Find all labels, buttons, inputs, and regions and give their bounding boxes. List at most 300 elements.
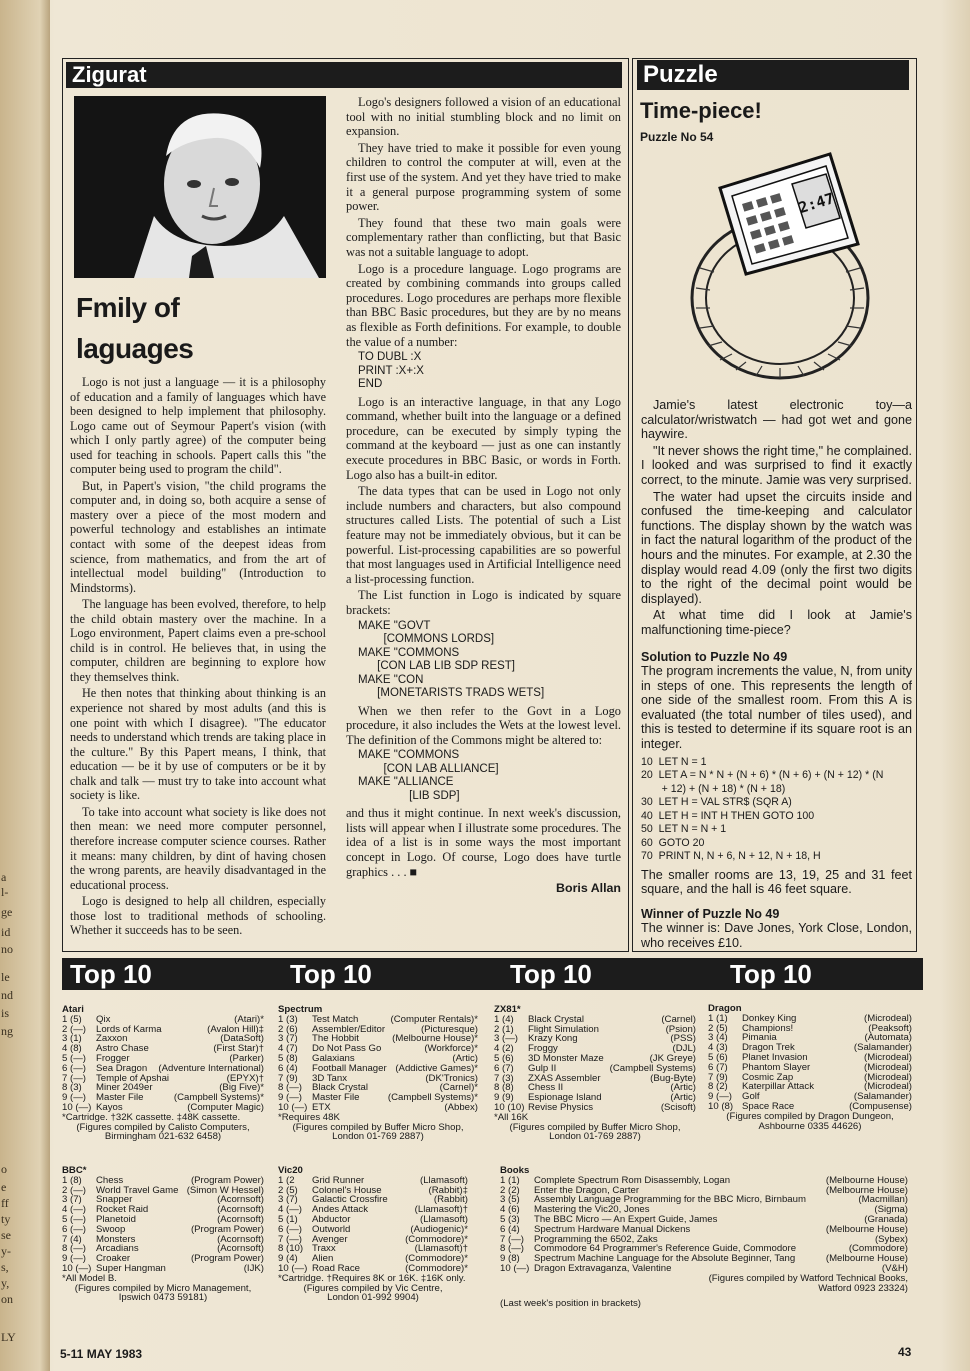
last-week-position: (1) [70, 1033, 82, 1045]
chart-source: (Figures compiled by Watford Technical Books, [708, 1272, 908, 1284]
chart-publisher: (Carnel)* [439, 1082, 478, 1094]
chart-row [500, 1235, 908, 1245]
chart-title: The BBC Micro — An Expert Guide, James [534, 1214, 718, 1225]
last-week-position: (8) [286, 1052, 298, 1064]
code-line: MAKE "COMMONS [358, 749, 460, 762]
chart-publisher: (Granada) [864, 1213, 908, 1225]
gutter-fragment: a [1, 870, 7, 884]
paragraph: "It never shows the right time," he complained. I looked and was surprised to find it exactly correct, to the minute. Jamie was very surprised. [641, 443, 912, 487]
chart-publisher: (Commodore)* [405, 1253, 468, 1265]
chart-title: Cosmic Zap [742, 1072, 794, 1083]
chart-row [278, 1044, 478, 1054]
last-week-position: (6) [502, 1052, 514, 1064]
last-week-position: (—) [70, 1213, 86, 1225]
rank-number: 7 [62, 1072, 68, 1084]
last-week-position: (3) [502, 1072, 514, 1084]
last-week-position: (—) [70, 1243, 86, 1255]
chart-title: Chess [96, 1175, 124, 1186]
last-week-position: (—) [286, 1223, 302, 1235]
rank-number: 8 [494, 1082, 500, 1094]
chart-title: Frogger [96, 1053, 130, 1064]
rank-number: 9 [494, 1092, 500, 1104]
code-line: 50 LET N = N + 1 [641, 823, 727, 836]
rank-number: 4 [62, 1204, 68, 1216]
chart-source: London 01-769 2887) [549, 1131, 641, 1143]
chart-machine-name: ZX81* [494, 1004, 521, 1015]
chart-title: Grid Runner [312, 1175, 365, 1186]
rank-number: 7 [278, 1072, 284, 1084]
chart-footnote: *All Model B. [62, 1272, 117, 1284]
rank-number: 4 [278, 1043, 284, 1055]
last-week-position: (7) [286, 1033, 298, 1045]
chart-title: Complete Spectrum Rom Disassembly, Logan [534, 1175, 731, 1186]
rank-number: 7 [62, 1233, 68, 1245]
puzzle-number: Puzzle No 54 [640, 130, 714, 144]
chart-title: Qix [96, 1014, 111, 1025]
rank-number: 3 [500, 1194, 506, 1206]
chart-title: Assembly Language Programming for the BBC Micro, Birnbaum [534, 1195, 806, 1206]
chart-title: Gulp II [528, 1063, 557, 1074]
rank-number: 9 [500, 1253, 506, 1265]
chart-title: Space Race [742, 1101, 795, 1112]
footer-date: 5-11 MAY 1983 [60, 1347, 143, 1361]
code-line: MAKE "ALLIANCE [358, 776, 454, 789]
chart-publisher: (Salamander) [853, 1042, 912, 1054]
rank-number: 10 [278, 1262, 289, 1274]
chart-publisher: (Llamasoft) [420, 1213, 468, 1225]
top10-header-3: Top 10 [502, 958, 710, 990]
last-week-position: (8) [508, 1253, 520, 1265]
chart-source: (Figures compiled by Buffer Micro Shop, [509, 1121, 681, 1133]
chart-source: Ashbourne 0335 44626) [758, 1120, 862, 1132]
paragraph: Logo is designed to help all children, especially those lost to traditional methods of schooling. Whether it succeeds has to be seen. [70, 894, 326, 938]
rank-number: 1 [278, 1174, 284, 1186]
chart-title: ETX [312, 1102, 331, 1113]
footer-page-number: 43 [898, 1345, 912, 1359]
rank-number: 9 [278, 1253, 284, 1265]
paragraph: But, in Papert's vision, "the child programs the computer and, in doing so, both acquire a sense of mastery over a piece of the most modern and powerful technology and establishes an intimate contact with some of the deepest ideas from science, from mathematics, and from the art of intellectual model building" (Introduction to Mindstorms). [70, 478, 326, 595]
last-week-position: (—) [291, 1101, 308, 1113]
chart-publisher: (Atari)* [234, 1013, 264, 1025]
author-byline: Boris Allan [556, 881, 621, 896]
chart-source: (Figures compiled by Dragon Dungeon, [726, 1110, 894, 1122]
code-line: [CON LAB ALLIANCE] [358, 762, 499, 775]
rank-number: 4 [708, 1042, 714, 1054]
chart-title: Programming the 6502, Zaks [534, 1234, 658, 1245]
chart-publisher: (Program Power) [190, 1253, 264, 1265]
chart-publisher: (Audiogenic)* [410, 1223, 468, 1235]
chart-title: World Travel Game [96, 1185, 179, 1196]
last-week-position: (7) [286, 1043, 298, 1055]
chart-publisher: (Microdeal) [864, 1071, 912, 1083]
rank-number: 6 [500, 1223, 506, 1235]
rank-number: 5 [278, 1213, 284, 1225]
chart-title: Dragon Trek [742, 1043, 795, 1053]
chart-title: Planetoid [96, 1214, 137, 1225]
gutter-fragment: is [1, 1006, 10, 1020]
chart-source: (Figures compiled by Vic Centre, [303, 1282, 443, 1294]
chart-title: Galactic Crossfire [312, 1195, 388, 1206]
rank-number: 3 [494, 1033, 500, 1045]
rank-number: 6 [708, 1061, 714, 1073]
gutter-fragment: id [1, 925, 11, 939]
last-week-position: (6) [716, 1051, 728, 1063]
code-line: MAKE "COMMONS [358, 646, 460, 659]
rank-number: 6 [62, 1062, 68, 1074]
paragraph: The List function in Logo is indicated by square brackets: [346, 588, 621, 617]
rank-number: 8 [62, 1243, 68, 1255]
rank-number: 10 [278, 1101, 289, 1113]
last-week-position: (9) [716, 1071, 728, 1083]
chart-title: Spectrum Hardware Manual Dickens [534, 1224, 691, 1235]
last-week-position: (—) [502, 1033, 518, 1045]
chart-title: Monsters [96, 1234, 136, 1245]
end-mark-icon: ■ [409, 864, 418, 879]
chart-footnote: *Cartridge. †32K cassette. ‡48K cassette. [62, 1111, 241, 1123]
chart-title: Do Not Pass Go [312, 1044, 382, 1054]
chart-title: Kayos [96, 1102, 123, 1113]
code-line: 10 LET N = 1 [641, 755, 707, 768]
chart-title: Black Crystal [528, 1014, 584, 1025]
last-week-position: (—) [508, 1233, 524, 1245]
code-line: END [358, 378, 383, 391]
zigurat-column-1 [70, 375, 326, 940]
last-week-position: (1) [508, 1174, 520, 1186]
chart-title: Andes Attack [312, 1205, 368, 1215]
code-listing-commons [346, 749, 621, 803]
last-week-position: (10) [286, 1243, 304, 1255]
rank-number: 5 [62, 1052, 68, 1064]
rank-number: 3 [62, 1033, 68, 1045]
chart-title: Alien [312, 1254, 334, 1264]
last-week-position: (1) [716, 1012, 728, 1024]
paragraph: Jamie's latest electronic toy—a calculator/wristwatch — had got wet and gone haywire. [641, 398, 912, 442]
chart-title: Sea Dragon [96, 1063, 148, 1074]
chart-title: ZXAS Assembler [528, 1073, 601, 1084]
rank-number: 1 [62, 1174, 68, 1186]
last-week-position: (8) [721, 1100, 734, 1112]
code-line: 20 LET A = N * N + (N + 6) * (N + 6) + (N + 12) * (N [641, 769, 884, 782]
chart-title: Commodore 64 Programmer's Reference Guide, Commodore [534, 1244, 797, 1255]
chart-title: Football Manager [312, 1063, 387, 1074]
chart-publisher: (DataSoft) [220, 1033, 264, 1045]
paragraph: Logo is not just a language — it is a philosophy of education and a family of languages which have been designed to help implement that philosophy. Logo came out of Seymour Papert's vision (with which I only partly agree) of the computer being used for teaching in schools. Papert calls this "the computer being used to program the child". [70, 375, 326, 477]
chart-title: Mastering the Vic20, Jones [534, 1205, 650, 1215]
chart-row [494, 1083, 696, 1093]
paragraph: When we then refer to the Govt in a Logo procedure, it also includes the Wets at the lowest level. The definition of the Commons might be altered to: [346, 703, 621, 747]
rank-number: 1 [62, 1013, 68, 1025]
chart-title: Black Crystal [312, 1083, 368, 1094]
solution-after: The smaller rooms are 13, 19, 25 and 31 feet square, and the hall is 46 feet square. [641, 867, 912, 897]
last-week-position: (—) [70, 1072, 86, 1084]
chart-publisher: (Melbourne House)* [392, 1033, 478, 1045]
last-week-position: (4) [508, 1223, 520, 1235]
rank-number: 4 [278, 1204, 284, 1216]
top10-chart-atari [62, 1005, 264, 1142]
rank-number: 1 [500, 1174, 506, 1186]
code-listing-govt [346, 620, 621, 701]
chart-publisher: (Commodore)* [405, 1233, 468, 1245]
chart-publisher: (Acornsoft) [217, 1213, 264, 1225]
rank-number: 4 [494, 1043, 500, 1055]
chart-publisher: (Melbourne House) [825, 1223, 908, 1235]
last-week-position: (9) [502, 1092, 514, 1104]
paragraph: To take into account what society is like does not then mean: we need more computer personnel, therefore increase computer science courses. Rather it means: many children, by dint of having chosen the wrong parents, are heavily disadvantaged in the educational process. [70, 804, 326, 892]
last-week-position: (—) [70, 1052, 86, 1064]
last-week-position: (7) [502, 1062, 514, 1074]
paragraph: He then notes that thinking about thinking is an experience not shared by most adults (and this is one point with which I disagree). "The educator needs to understand which trends are taking place in the culture." By this Papert means, I think, that education — be it by use of computers or be it by chalk and talk — must try to take into account what society is like. [70, 686, 326, 803]
code-line: PRINT :X+:X [358, 364, 424, 377]
chart-source: Birmingham 021-632 6458) [104, 1131, 222, 1143]
chart-publisher: (Avalon Hill)‡ [207, 1023, 264, 1035]
solution-text: The program increments the value, N, from unity in steps of one. This represents the length of one side of the smallest room. From this A is evaluated (the total number of tiles used), and this is tested to determine if its square root is an integer. [641, 664, 912, 752]
puzzle-header [637, 60, 909, 90]
chart-publisher: (Adventure International) [158, 1062, 264, 1074]
last-week-position: (3) [286, 1013, 298, 1025]
chart-publisher: (IJK) [243, 1262, 264, 1274]
chart-publisher: (Microdeal) [864, 1061, 912, 1073]
chart-footnote: *Cartridge. †Requires 8K or 16K. ‡16K only. [278, 1272, 466, 1284]
chart-title: Colonel's House [312, 1185, 382, 1196]
rank-number: 1 [708, 1012, 714, 1024]
last-week-position: (—) [70, 1062, 86, 1074]
chart-publisher: (Automata) [864, 1032, 912, 1044]
zigurat-column-2 [346, 95, 621, 896]
chart-row [500, 1186, 908, 1196]
rank-number: 8 [62, 1082, 68, 1094]
rank-number: 10 [494, 1101, 505, 1113]
last-week-position: (4) [286, 1253, 298, 1265]
chart-title: Revise Physics [528, 1102, 594, 1113]
rank-number: 7 [708, 1071, 714, 1083]
chart-publisher: (Microdeal) [864, 1012, 912, 1024]
rank-number: 2 [62, 1184, 68, 1196]
chart-publisher: (Peaksoft) [868, 1022, 912, 1034]
chart-row [500, 1225, 908, 1235]
paragraph: Logo is an interactive language, in that any Logo command, whether built into the language or a defined procedure, can be executed by simply typing the command at the keyboard — just as one can instantly execute procedures in BBC Basic, or words in Forth. Logo also has a built-in editor. [346, 394, 621, 482]
gutter-fragment: s, [1, 1260, 9, 1274]
gutter-fragment: no [1, 942, 13, 956]
chart-publisher: (Picturesque) [420, 1023, 478, 1035]
chart-publisher: (Computer Rentals)* [390, 1013, 478, 1025]
last-week-position: (5) [508, 1194, 520, 1206]
chart-publisher: (Big Five)* [219, 1082, 264, 1094]
chart-publisher: (Psion) [665, 1023, 696, 1035]
last-week-position: (9) [286, 1072, 298, 1084]
chart-machine-name: Dragon [708, 1003, 742, 1014]
top10-chart-spectrum [278, 1005, 478, 1142]
section-title: Zigurat [72, 62, 147, 87]
last-week-position: (2) [502, 1043, 514, 1055]
chart-publisher: (Addictive Games)* [395, 1062, 478, 1074]
top10-header-4: Top 10 [722, 958, 923, 990]
rank-number: 9 [62, 1253, 68, 1265]
chart-title: Rocket Raid [96, 1205, 149, 1215]
chart-publisher: (Llamasoft) [420, 1174, 468, 1186]
last-week-position: (—) [70, 1223, 86, 1235]
chart-machine-name: Vic20 [278, 1165, 303, 1176]
last-week-position: (8) [70, 1174, 82, 1186]
top10-header-1: Top 10 [62, 958, 270, 990]
chart-title: Abductor [312, 1214, 351, 1225]
chart-publisher: (Rabbit)‡ [428, 1184, 468, 1196]
solution-program [641, 756, 912, 864]
chart-publisher: (Rabbit) [433, 1194, 468, 1206]
rank-number: 6 [62, 1223, 68, 1235]
last-week-position: (5) [70, 1013, 82, 1025]
paragraph: Logo is a procedure language. Logo programs are created by combining commands into groups called procedures. Logo procedures are perhaps more flexible than BBC Basic procedures, but they are by no means as flexible as Forth definitions. For example, to double the value of a number: [346, 261, 621, 349]
last-week-position: (4) [502, 1013, 514, 1025]
chart-title: Golf [742, 1092, 760, 1102]
chart-machine-name: Atari [62, 1004, 84, 1015]
rank-number: 4 [500, 1204, 506, 1216]
rank-number: 6 [494, 1062, 500, 1074]
last-week-position: (—) [508, 1243, 524, 1255]
chart-source: Watford 0923 23324) [818, 1282, 908, 1294]
top10-chart-bbc [62, 1166, 264, 1303]
last-week-position: (—) [70, 1092, 86, 1104]
chart-title: Super Hangman [96, 1263, 166, 1274]
last-week-position: (—) [513, 1262, 530, 1274]
rank-number: 10 [62, 1101, 73, 1113]
code-line: 40 LET H = INT H THEN GOTO 100 [641, 809, 815, 822]
rank-number: 2 [708, 1022, 714, 1034]
top10-chart-dragon [708, 1004, 912, 1131]
chart-publisher: (Program Power) [190, 1223, 264, 1235]
chart-machine-name: BBC* [62, 1165, 87, 1176]
chart-title: Chess II [528, 1083, 564, 1094]
chart-publisher: (Commodore)* [405, 1262, 468, 1274]
last-week-position: (4) [716, 1032, 728, 1044]
chart-title: Croaker [96, 1254, 131, 1264]
last-week-position: (—) [291, 1262, 308, 1274]
chart-publisher: (Program Power) [190, 1174, 264, 1186]
gutter-fragment: y, [1, 1276, 10, 1290]
chart-publisher: (Microdeal) [864, 1051, 912, 1063]
rank-number: 9 [62, 1092, 68, 1104]
chart-publisher: (Campbell Systems)* [387, 1092, 478, 1104]
chart-title: Swoop [96, 1224, 126, 1235]
last-week-position: (4) [70, 1233, 82, 1245]
chart-title: Enter the Dragon, Carter [534, 1185, 640, 1196]
rank-number: 5 [708, 1051, 714, 1063]
chart-title: Planet Invasion [742, 1052, 808, 1063]
top10-chart-books [500, 1166, 908, 1309]
gutter-fragment: le [1, 970, 10, 984]
chart-title: Avenger [312, 1234, 348, 1245]
chart-publisher: (Simon W Hessel) [186, 1184, 264, 1196]
last-week-position: (7) [716, 1061, 728, 1073]
last-week-position: (2) [716, 1081, 728, 1093]
chart-source: Ipswich 0473 59181) [118, 1292, 208, 1304]
chart-title: 3D Monster Maze [528, 1053, 604, 1064]
chart-title: 3D Tanx [312, 1073, 348, 1084]
code-line: MAKE "GOVT [358, 619, 431, 632]
rank-number: 7 [278, 1233, 284, 1245]
rank-number: 8 [500, 1243, 506, 1255]
gutter-fragment: o [1, 1162, 7, 1176]
winner-text: The winner is: Dave Jones, York Close, London, who receives £10. [641, 921, 912, 951]
rank-number: 5 [62, 1213, 68, 1225]
last-week-position: (10) [507, 1101, 525, 1113]
chart-publisher: (Commodore) [848, 1243, 908, 1255]
chart-publisher: (Campbell Systems)* [173, 1092, 264, 1104]
paragraph: Logo's designers followed a vision of an educational tool with no initial stumbling block and no limit on expansion. [346, 95, 621, 139]
chart-row [494, 1034, 696, 1044]
rank-number: 4 [62, 1043, 68, 1055]
chart-publisher: (Melbourne House) [825, 1184, 908, 1196]
last-week-position: (—) [75, 1262, 92, 1274]
rank-number: 3 [278, 1033, 284, 1045]
last-week-position: (3) [70, 1082, 82, 1094]
author-photo [74, 96, 326, 278]
chart-title: Master File [96, 1093, 144, 1103]
gutter-fragment: ng [1, 1024, 13, 1038]
chart-publisher: (Macmillan) [858, 1194, 908, 1206]
chart-publisher: (Artic) [452, 1052, 478, 1064]
rank-number: 9 [708, 1091, 714, 1103]
closing-text: and thus it might continue. In next week's discussion, lists will appear when I illustrate some procedures. The idea of a list is in some ways the most important concept in Logo. Of course, Logo does have turtle graphics . . . [346, 806, 621, 879]
last-week-position: (—) [286, 1233, 302, 1245]
chart-title: Zaxxon [96, 1034, 128, 1045]
last-week-position: (3) [508, 1213, 520, 1225]
last-week-position: (—) [70, 1184, 86, 1196]
last-week-position: (3) [716, 1042, 728, 1054]
last-week-position: (1) [286, 1213, 298, 1225]
rank-number: 1 [278, 1013, 284, 1025]
chart-publisher: (Scisoft) [660, 1101, 696, 1113]
chart-publisher: (Acornsoft) [217, 1194, 264, 1206]
rank-number: 10 [500, 1262, 511, 1274]
rank-number: 3 [708, 1032, 714, 1044]
top10-chart-zx81 [494, 1005, 696, 1142]
portrait-image [74, 96, 326, 278]
last-week-position: (7) [286, 1194, 298, 1206]
last-week-position: (—) [286, 1204, 302, 1216]
chart-publisher: (Abbex) [444, 1101, 478, 1113]
paragraph: They found that these two main goals were complementary rather than conflicting, but that Basic was not a suitable language to adopt. [346, 215, 621, 259]
rank-number: 2 [500, 1184, 506, 1196]
gutter-fragment: se [1, 1228, 11, 1242]
chart-title: Dragon Extravaganza, Valentine [534, 1263, 672, 1274]
rank-number: 8 [708, 1081, 714, 1093]
rank-number: 6 [278, 1062, 284, 1074]
chart-source: (Figures compiled by Micro Management, [74, 1282, 252, 1294]
last-week-position: (4) [286, 1062, 298, 1074]
rank-number: 8 [278, 1243, 284, 1255]
chart-publisher: (Artic) [670, 1092, 696, 1104]
paragraph: The water had upset the circuits inside and confused the time-keeping and calculator functions. The display shown by the watch was in fact the natural logarithm of the product of the hours and the minutes. For example, at 2.30 the display would read 4.09 (only the first two digits to the right of the decimal point would be displayed). [641, 489, 912, 606]
last-week-position: (—) [70, 1253, 86, 1265]
chart-publisher: (Acornsoft) [217, 1204, 264, 1216]
paragraph: They have tried to make it possible for even young children to control the computer at will, even at the first use of the system. And yet they have tried to make it a general purpose programming system of some power. [346, 140, 621, 214]
last-week-position: (—) [716, 1091, 732, 1103]
gutter-fragment: ge [1, 905, 13, 919]
chart-source: London 01-992 9904) [327, 1292, 419, 1304]
chart-row [494, 1025, 696, 1035]
chart-publisher: (Campbell Systems) [609, 1062, 696, 1074]
puzzle-title: Time-piece! [640, 98, 762, 123]
winner-title: Winner of Puzzle No 49 [641, 906, 780, 921]
chart-title: Froggy [528, 1044, 558, 1054]
zigurat-header [66, 62, 622, 88]
chart-publisher: (Acornsoft) [217, 1233, 264, 1245]
section-title: Puzzle [643, 61, 718, 88]
last-week-position: (8) [502, 1082, 514, 1094]
chart-row [62, 1254, 264, 1264]
rank-number: 10 [62, 1262, 73, 1274]
rank-number: 7 [500, 1233, 506, 1245]
